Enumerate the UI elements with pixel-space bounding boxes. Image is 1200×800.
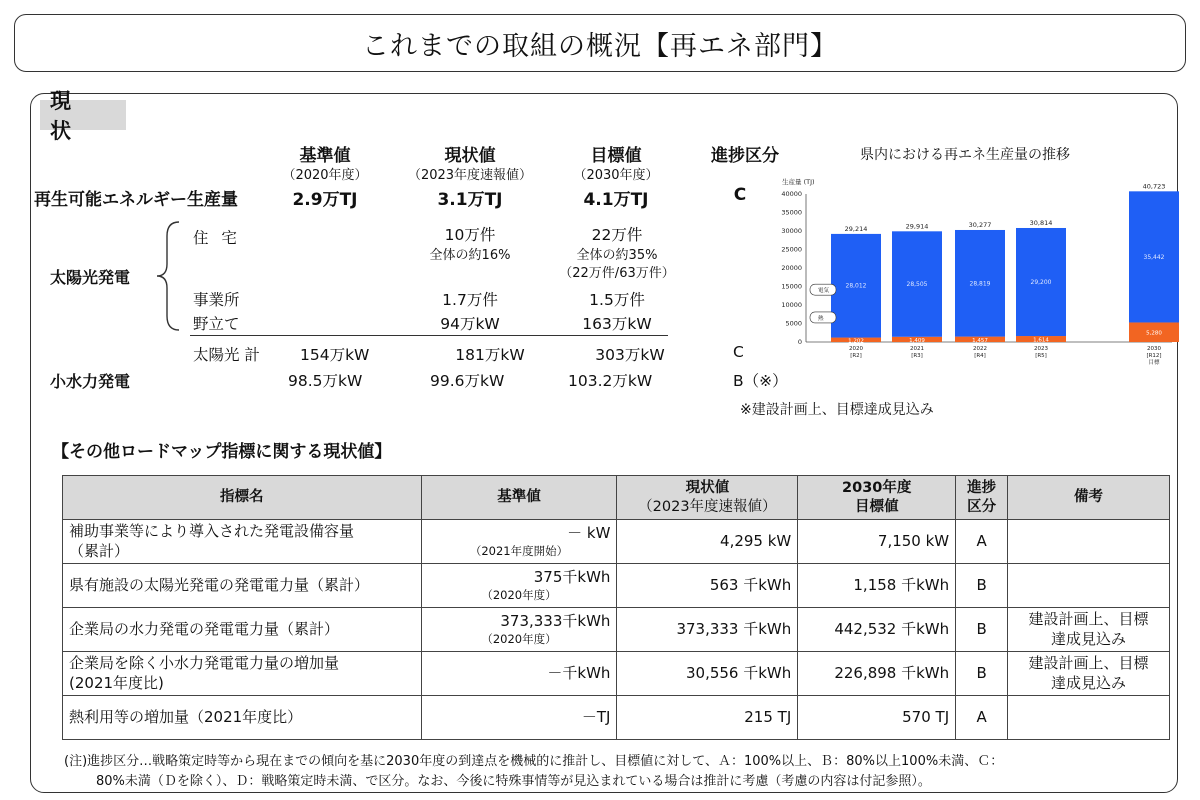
page-title: これまでの取組の概況【再エネ部門】 <box>14 14 1186 72</box>
residential-label: 住 宅 <box>193 229 241 247</box>
header-progress: 進捗区分 <box>711 146 779 166</box>
renewable-label: 再生可能エネルギー生産量 <box>34 190 238 210</box>
renewable-progress: C <box>733 185 747 205</box>
chart-ytick-label: 0 <box>797 338 802 346</box>
table-row: 補助事業等により導入された発電設備容量 （累計） － kW （2021年度開始） 4,295 kW 7,150 kW A <box>63 520 1170 564</box>
renewable-baseline: 2.9万TJ <box>292 190 358 210</box>
header-baseline: 基準値 <box>299 146 351 166</box>
residential-target-note: 全体の約35% <box>576 248 658 263</box>
hydro-current: 99.6万kW <box>430 372 505 390</box>
hydro-progress: B（※） <box>733 372 788 390</box>
header-current: 現状値 <box>444 146 496 166</box>
residential-target-note2: （22万件/63万件） <box>559 266 675 281</box>
chart-category-label: [R4] <box>974 353 986 359</box>
chart-category-label: 2022 <box>973 346 987 352</box>
chart-ytick-label: 40000 <box>781 190 802 198</box>
chart-category-label: 2020 <box>849 346 863 352</box>
business-label: 事業所 <box>193 291 240 309</box>
chart-ytick-label: 10000 <box>781 301 802 309</box>
hydro-target: 103.2万kW <box>568 372 653 390</box>
business-current: 1.7万件 <box>442 291 498 309</box>
solar-total-current: 181万kW <box>455 346 525 364</box>
hydro-label: 小水力発電 <box>50 372 131 391</box>
roadmap-table <box>62 475 1170 740</box>
chart-total-label: 40,723 <box>1142 182 1166 191</box>
col-header-baseline: 基準値 <box>421 476 617 520</box>
chart-total-label: 30,814 <box>1029 218 1053 227</box>
chart-data-label: 1,614 <box>1033 337 1049 344</box>
col-header-target: 2030年度 目標値 <box>798 476 956 520</box>
chart-data-label: 28,505 <box>906 281 928 289</box>
chart-data-label: 28,819 <box>969 280 991 288</box>
divider-line <box>190 335 668 336</box>
chart-legend-label: 電気 <box>818 288 830 295</box>
chart-total-label: 29,214 <box>844 224 868 233</box>
chart-ytick-label: 5000 <box>785 319 802 328</box>
hydro-baseline: 98.5万kW <box>288 372 363 390</box>
solar-total-label: 太陽光 計 <box>193 346 260 364</box>
table-row: 企業局を除く小水力発電電力量の増加量 (2021年度比) －千kWh 30,556 千kWh 226,898 千kWh B 建設計画上、目標 達成見込み <box>63 652 1170 696</box>
renewable-production-chart <box>770 172 1180 377</box>
solar-total-target: 303万kW <box>595 346 665 364</box>
chart-total-label: 30,277 <box>968 220 992 229</box>
col-header-name: 指標名 <box>63 476 422 520</box>
chart-ytick-label: 20000 <box>781 264 802 272</box>
field-current: 94万kW <box>440 315 500 333</box>
col-header-progress: 進捗 区分 <box>956 476 1008 520</box>
business-target: 1.5万件 <box>589 291 645 309</box>
chart-data-label: 5,280 <box>1146 330 1162 337</box>
chart-category-label: 2021 <box>910 346 924 352</box>
col-header-remarks: 備考 <box>1008 476 1170 520</box>
solar-total-baseline: 154万kW <box>300 346 370 364</box>
brace-icon <box>155 220 185 332</box>
chart-data-label: 1,409 <box>909 337 925 344</box>
chart-ytick-label: 15000 <box>781 282 802 291</box>
chart-ylabel: 生産量 (TJ) <box>782 178 815 186</box>
chart-data-label: 1,457 <box>972 337 988 344</box>
footnote-line-2: 80%未満（Ｄを除く）、Ｄ：戦略策定時未満、で区分。なお、今後に特殊事情等が見込まれている場合は推計に考慮（考慮の内容は付記参照）。 <box>96 773 931 789</box>
header-baseline-sub: （2020年度） <box>282 168 368 183</box>
header-target-sub: （2030年度） <box>573 168 659 183</box>
chart-category-label: [R12] <box>1146 353 1162 359</box>
renewable-current: 3.1万TJ <box>437 190 503 210</box>
chart-category-label: 2030 <box>1147 346 1161 352</box>
chart-legend-label: 熱 <box>818 315 824 322</box>
chart-category-label: 目標 <box>1148 360 1160 366</box>
header-current-sub: （2023年度速報値） <box>407 168 533 183</box>
footnote <box>64 752 1170 791</box>
residential-current-note: 全体の約16% <box>429 248 511 263</box>
residential-target: 22万件 <box>591 226 643 244</box>
chart-ytick-label: 30000 <box>781 227 802 235</box>
solar-label: 太陽光発電 <box>50 268 131 287</box>
col-header-current: 現状値 （2023年度速報値） <box>617 476 798 520</box>
solar-total-progress: C <box>733 343 744 361</box>
roadmap-heading: 【その他ロードマップ指標に関する現状値】 <box>52 442 392 462</box>
footnote-line-1: (注)進捗区分…戦略策定時等から現在までの傾向を基に2030年度の到達点を機械的に推計し、目標値に対して、Ａ：100%以上、Ｂ：80%以上100%未満、Ｃ： <box>64 754 1004 769</box>
chart-data-label: 35,442 <box>1143 253 1165 261</box>
chart-data-label: 28,012 <box>845 282 867 290</box>
table-row: 県有施設の太陽光発電の発電電力量（累計） 375千kWh （2020年度） 563 千kWh 1,158 千kWh B <box>63 564 1170 608</box>
chart-total-label: 29,914 <box>905 222 929 231</box>
renewable-target: 4.1万TJ <box>583 190 649 210</box>
residential-current: 10万件 <box>444 226 496 244</box>
table-row: 熱利用等の増加量（2021年度比） －TJ 215 TJ 570 TJ A <box>63 696 1170 740</box>
chart-category-label: [R5] <box>1035 353 1047 359</box>
hydro-note: ※建設計画上、目標達成見込み <box>740 402 934 418</box>
field-target: 163万kW <box>582 315 652 333</box>
chart-category-label: [R3] <box>911 353 923 359</box>
chart-ytick-label: 35000 <box>781 208 802 217</box>
header-target: 目標値 <box>590 146 642 166</box>
chart-data-label: 1,202 <box>848 338 864 345</box>
chart-category-label: 2023 <box>1034 346 1048 352</box>
chart-category-label: [R2] <box>850 353 862 359</box>
table-row: 企業局の水力発電の発電電力量（累計） 373,333千kWh （2020年度） 373,333 千kWh 442,532 千kWh B 建設計画上、目標 達成見込み <box>63 608 1170 652</box>
section-label: 現 状 <box>40 100 126 130</box>
field-label: 野立て <box>193 315 240 333</box>
chart-ytick-label: 25000 <box>781 245 802 254</box>
chart-title: 県内における再エネ生産量の推移 <box>860 147 1070 163</box>
chart-data-label: 29,200 <box>1030 279 1052 287</box>
